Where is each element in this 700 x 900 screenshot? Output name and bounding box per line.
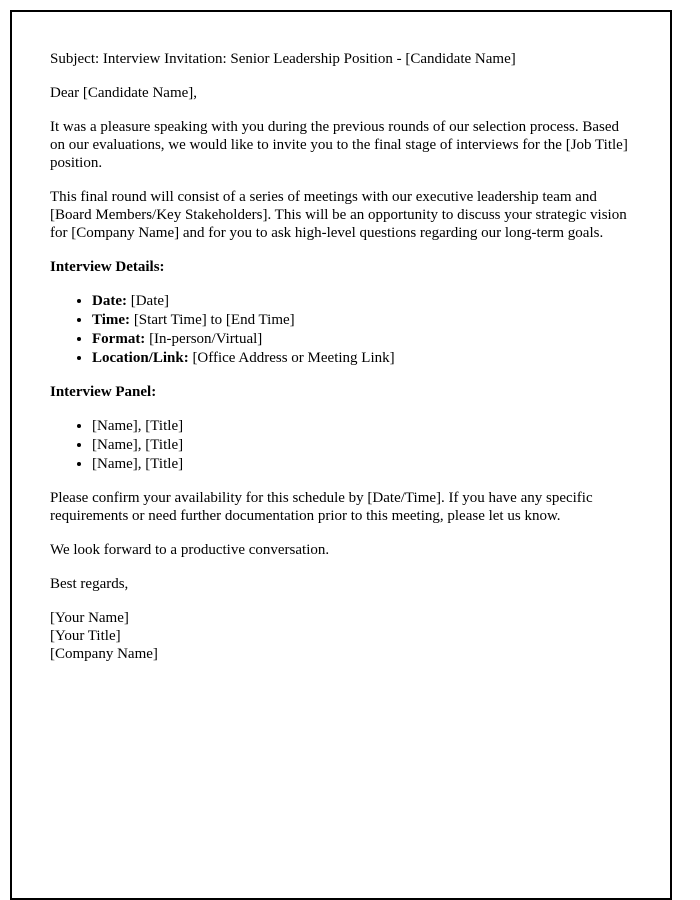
interview-details-list xyxy=(50,292,630,367)
list-item xyxy=(92,311,630,329)
lookforward-paragraph: We look forward to a productive conversation. xyxy=(50,542,330,558)
detail-value: [Office Address or Meeting Link] xyxy=(192,350,395,366)
interview-details-heading: Interview Details: xyxy=(50,259,165,275)
list-item xyxy=(92,292,630,310)
subject-line: Subject: Interview Invitation: Senior Leadership Position - [Candidate Name] xyxy=(50,51,516,67)
signature-block xyxy=(50,609,630,663)
signature-company: [Company Name] xyxy=(50,646,158,662)
detail-value: [Date] xyxy=(130,293,170,309)
final-round-paragraph: This final round will consist of a series of meetings with our executive leadership team and [Board Members/Key Stakeholders]. This will be an opportunity to discuss your strategic vision for [Company Name] and for you to ask high-level questions regarding our long-term goals. xyxy=(50,189,627,241)
list-item xyxy=(92,330,630,348)
list-item: • [Name], [Title] xyxy=(92,417,630,435)
detail-value: [Start Time] to [End Time] xyxy=(133,312,295,328)
signature-name: [Your Name] xyxy=(50,610,129,626)
letter-page xyxy=(10,10,672,900)
detail-value: [In-person/Virtual] xyxy=(149,331,263,347)
detail-label: Time: xyxy=(92,312,131,328)
closing: Best regards, xyxy=(50,576,129,592)
confirmation-paragraph: Please confirm your availability for this schedule by [Date/Time]. If you have any specific requirements or need further documentation prior to this meeting, please let us know. xyxy=(50,490,593,524)
list-item: • [Name], [Title] xyxy=(92,436,630,454)
detail-label: Format: xyxy=(92,331,146,347)
intro-paragraph: It was a pleasure speaking with you during the previous rounds of our selection process. Based on our evaluations, we would like to invite you to the final stage of interviews for the [Job Title] position. xyxy=(50,119,628,171)
greeting: Dear [Candidate Name], xyxy=(50,85,198,101)
detail-label: Location/Link: xyxy=(92,350,189,366)
list-item: • [Name], [Title] xyxy=(92,455,630,473)
list-item xyxy=(92,349,630,367)
interview-panel-heading: Interview Panel: xyxy=(50,384,157,400)
detail-label: Date: xyxy=(92,293,127,309)
interview-panel-list xyxy=(50,417,630,473)
signature-title: [Your Title] xyxy=(50,628,121,644)
